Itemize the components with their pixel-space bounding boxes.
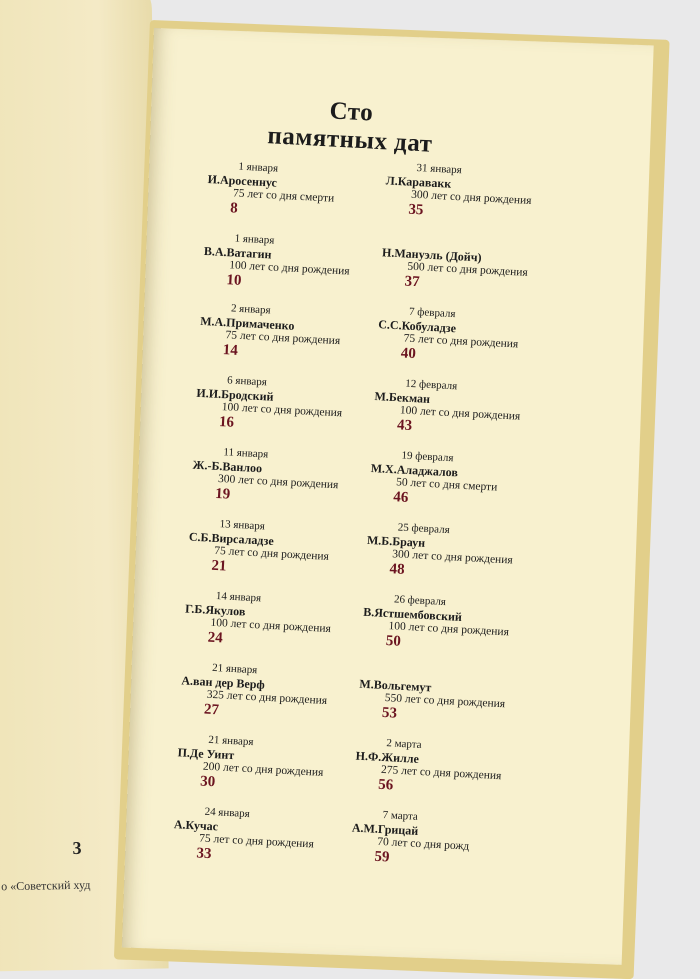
- left-page-edge-text: о «Советский худ: [1, 877, 91, 894]
- entry-page-number: 46: [392, 489, 409, 506]
- entry-date: 7 февраля: [408, 305, 456, 321]
- entry-date: 21 января: [208, 733, 254, 749]
- entry-name: М.Х.Аладжалов: [370, 460, 459, 480]
- entry-name: Ж.-Б.Ванлоо: [192, 457, 263, 476]
- entry-page-number: 56: [377, 776, 394, 794]
- entry-anniversary: 300 лет со дня рождения: [410, 188, 532, 208]
- entry-anniversary: 325 лет со дня рождения: [206, 688, 328, 707]
- page-title-line-2: памятных дат: [266, 122, 434, 158]
- entry-anniversary: 100 лет со дня рождения: [388, 620, 510, 639]
- entry-page-number: 24: [207, 629, 224, 647]
- entry-page-number: 50: [385, 633, 402, 650]
- entry-anniversary: 50 лет со дня смерти: [395, 476, 498, 494]
- entry-anniversary: 100 лет со дня рождения: [210, 616, 332, 636]
- entry-name: П.Де Уинт: [177, 745, 235, 763]
- entry-page-number: 53: [381, 704, 398, 722]
- entry-page-number: 35: [407, 201, 424, 219]
- entry-anniversary: 70 лет со дня рожд: [376, 835, 470, 853]
- entry-anniversary: 100 лет со дня рождения: [228, 259, 350, 278]
- entry-name: В.Ястшембовский: [362, 604, 463, 624]
- entry-page-number: 59: [374, 848, 390, 866]
- entry-name: И.И.Бродский: [196, 385, 274, 404]
- entry-date: 19 февраля: [401, 449, 454, 465]
- entry-date: 11 января: [223, 446, 269, 461]
- entry-anniversary: 100 лет со дня рождения: [221, 401, 343, 420]
- entry-page-number: 16: [218, 413, 235, 431]
- entry-date: 13 января: [219, 518, 266, 533]
- entry-page-number: 27: [203, 701, 220, 719]
- entry-page-number: 14: [222, 342, 239, 359]
- entry-date: 2 марта: [386, 737, 422, 751]
- entry-name: А.Кучас: [173, 817, 219, 834]
- entry-page-number: 43: [396, 417, 413, 435]
- entry-name: М.Вольгемут: [359, 676, 432, 695]
- entry-page-number: 10: [226, 272, 242, 289]
- entry-page-number: 40: [400, 345, 417, 363]
- entry-name: С.С.Кобуладзе: [377, 317, 457, 336]
- entry-date: 6 января: [226, 374, 268, 389]
- entry-date: 7 марта: [382, 809, 419, 823]
- entry-anniversary: 500 лет со дня рождения: [407, 260, 529, 279]
- entry-name: А.М.Грицай: [351, 820, 419, 838]
- entry-name: Н.Ф.Жилле: [355, 748, 420, 766]
- entry-name: И.Аросеннус: [207, 172, 278, 190]
- entry-date: 2 января: [230, 302, 271, 317]
- entry-name: М.А.Примаченко: [199, 313, 295, 333]
- entry-date: 25 февраля: [397, 521, 450, 537]
- entry-anniversary: 75 лет со дня рождения: [403, 332, 519, 351]
- entry-page-number: 48: [389, 561, 405, 578]
- entry-anniversary: 75 лет со дня рождения: [225, 329, 341, 348]
- entry-name: Г.Б.Якулов: [184, 601, 246, 619]
- entry-date: 12 февраля: [404, 377, 458, 393]
- entry-anniversary: 550 лет со дня рождения: [384, 692, 506, 711]
- entry-name: В.А.Ватагин: [203, 243, 272, 262]
- entry-anniversary: 75 лет со дня смерти: [232, 187, 335, 205]
- entry-anniversary: 300 лет со дня рождения: [392, 548, 513, 567]
- page-title-line-1: Сто: [328, 97, 374, 127]
- entry-anniversary: 75 лет со дня рождения: [213, 544, 330, 563]
- entry-name: Н.Мануэль (Дойч): [381, 245, 482, 265]
- left-page-number: 3: [72, 837, 82, 859]
- entry-page-number: 30: [199, 773, 216, 791]
- entry-page-number: 19: [214, 485, 231, 503]
- entry-anniversary: 200 лет со дня рождения: [202, 760, 324, 779]
- entry-page-number: 21: [211, 557, 227, 575]
- entry-name: М.Б.Браун: [366, 532, 426, 550]
- entry-name: Л.Каравакк: [385, 173, 452, 191]
- entry-name: М.Бекман: [374, 389, 431, 406]
- entry-date: 14 января: [215, 590, 262, 605]
- entry-anniversary: 275 лет со дня рождения: [380, 763, 502, 783]
- entry-anniversary: 100 лет со дня рождения: [399, 404, 521, 423]
- entry-date: 31 января: [416, 161, 463, 177]
- entry-page-number: 33: [195, 845, 212, 863]
- entry-date: 24 января: [204, 805, 251, 821]
- entry-name: А.ван дер Верф: [181, 673, 266, 692]
- entry-date: 1 января: [234, 232, 275, 247]
- entry-anniversary: 300 лет со дня рождения: [217, 472, 339, 492]
- entry-date: 1 января: [238, 160, 279, 175]
- entry-name: С.Б.Вирсаладзе: [188, 529, 275, 548]
- entry-date: 26 февраля: [393, 593, 447, 609]
- entry-page-number: 8: [229, 200, 239, 217]
- entry-date: 21 января: [211, 661, 258, 677]
- entry-page-number: 37: [404, 273, 421, 291]
- entry-anniversary: 75 лет со дня рождения: [198, 832, 315, 851]
